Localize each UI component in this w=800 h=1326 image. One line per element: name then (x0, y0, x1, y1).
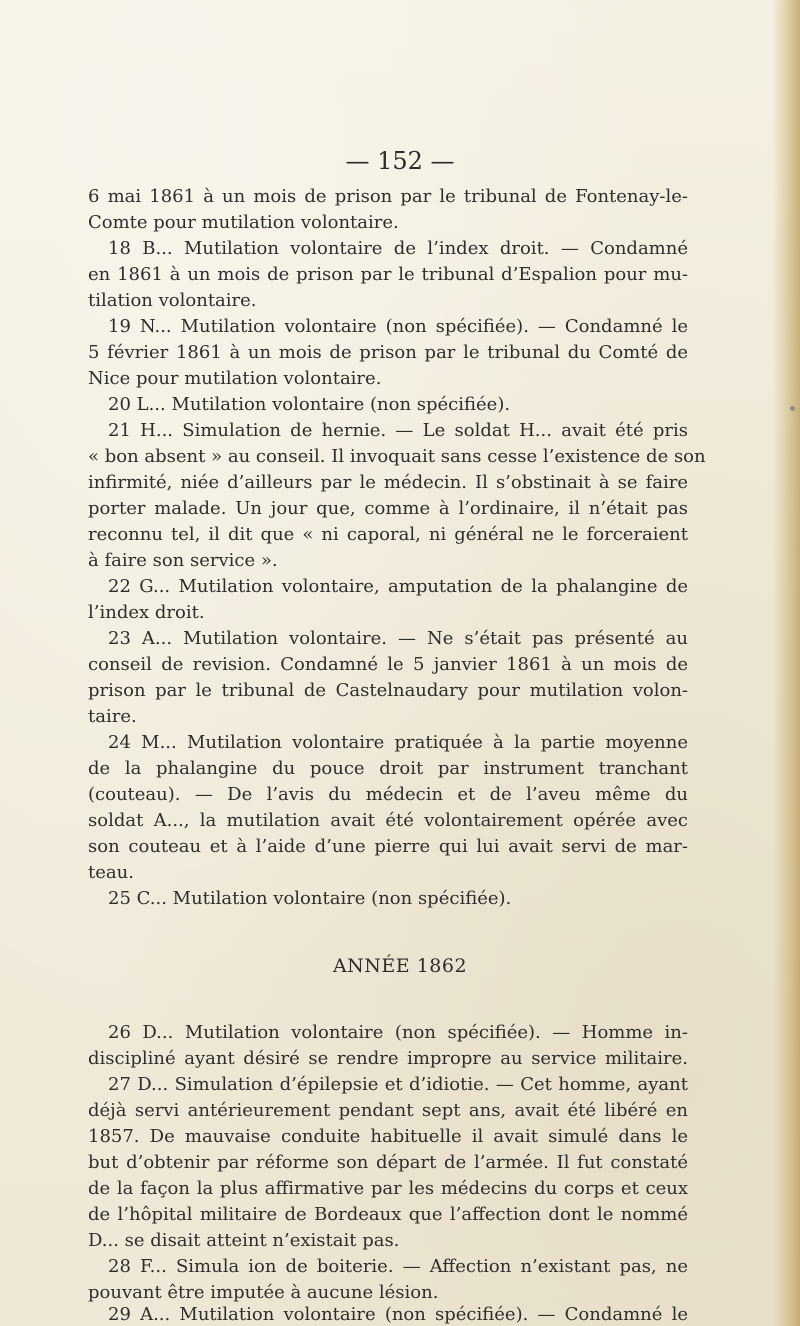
text-line: 25 C... Mutilation volontaire (non spécifiée). (108, 888, 512, 909)
text-line: en 1861 à un mois de prison par le tribunal d’Espalion pour mu- (88, 264, 688, 285)
text-line: « bon absent » au conseil. Il invoquait sans cesse l’existence de son (88, 446, 706, 467)
text-line: soldat A..., la mutilation avait été volontairement opérée avec (88, 810, 688, 831)
text-line: 24 M... Mutilation volontaire pratiquée à la partie moyenne (108, 732, 688, 753)
text-line: 19 N... Mutilation volontaire (non spécifiée). — Condamné le (108, 316, 688, 337)
page-number: — 152 — (345, 147, 455, 175)
page-edge-shading (772, 0, 800, 1326)
text-line: but d’obtenir par réforme son départ de l’armée. Il fut constaté (88, 1152, 688, 1173)
section-heading: ANNÉE 1862 (332, 955, 468, 977)
text-line: de la façon la plus affirmative par les médecins du corps et ceux (88, 1178, 688, 1199)
text-line: de l’hôpital militaire de Bordeaux que l’affection dont le nommé (88, 1204, 688, 1225)
text-line: 5 février 1861 à un mois de prison par le tribunal du Comté de (88, 342, 688, 363)
text-line: à faire son service ». (88, 550, 278, 571)
text-line: l’index droit. (88, 602, 205, 623)
text-line: de la phalangine du pouce droit par instrument tranchant (88, 758, 688, 779)
text-line: tilation volontaire. (88, 290, 257, 311)
text-line: reconnu tel, il dit que « ni caporal, ni général ne le forceraient (88, 524, 688, 545)
ink-speck (790, 406, 795, 411)
text-line: son couteau et à l’aide d’une pierre qui lui avait servi de mar- (88, 836, 688, 857)
text-line: D... se disait atteint n’existait pas. (88, 1230, 400, 1251)
text-line: teau. (88, 862, 134, 883)
text-line: prison par le tribunal de Castelnaudary pour mutilation volon- (88, 680, 688, 701)
text-line: infirmité, niée d’ailleurs par le médecin. Il s’obstinait à se faire (88, 472, 688, 493)
text-line: 1857. De mauvaise conduite habituelle il avait simulé dans le (88, 1126, 688, 1147)
text-line: 18 B... Mutilation volontaire de l’index droit. — Condamné (108, 238, 688, 259)
text-line: pouvant être imputée à aucune lésion. (88, 1282, 439, 1303)
text-line: déjà servi antérieurement pendant sept ans, avait été libéré en (88, 1100, 688, 1121)
text-line: 28 F... Simula ion de boiterie. — Affection n’existant pas, ne (108, 1256, 688, 1277)
text-line: 23 A... Mutilation volontaire. — Ne s’était pas présenté au (108, 628, 688, 649)
text-line: 21 H... Simulation de hernie. — Le soldat H... avait été pris (108, 420, 688, 441)
text-line: porter malade. Un jour que, comme à l’ordinaire, il n’était pas (88, 498, 688, 519)
text-line: 20 L... Mutilation volontaire (non spécifiée). (108, 394, 511, 415)
text-line: (couteau). — De l’avis du médecin et de l’aveu même du (88, 784, 688, 805)
text-line: taire. (88, 706, 137, 727)
text-line: conseil de revision. Condamné le 5 janvier 1861 à un mois de (88, 654, 688, 675)
text-line: 6 mai 1861 à un mois de prison par le tribunal de Fontenay-le- (88, 186, 688, 207)
text-line: 27 D... Simulation d’épilepsie et d’idiotie. — Cet homme, ayant (108, 1074, 688, 1095)
text-line: Nice pour mutilation volontaire. (88, 368, 382, 389)
text-line: 26 D... Mutilation volontaire (non spécifiée). — Homme in- (108, 1022, 688, 1043)
text-line: Comte pour mutilation volontaire. (88, 212, 399, 233)
text-line: 29 A... Mutilation volontaire (non spécifiée). — Condamné le (108, 1304, 688, 1325)
text-line: 22 G... Mutilation volontaire, amputation de la phalangine de (108, 576, 688, 597)
text-line: discipliné ayant désiré se rendre impropre au service militaire. (88, 1048, 688, 1069)
